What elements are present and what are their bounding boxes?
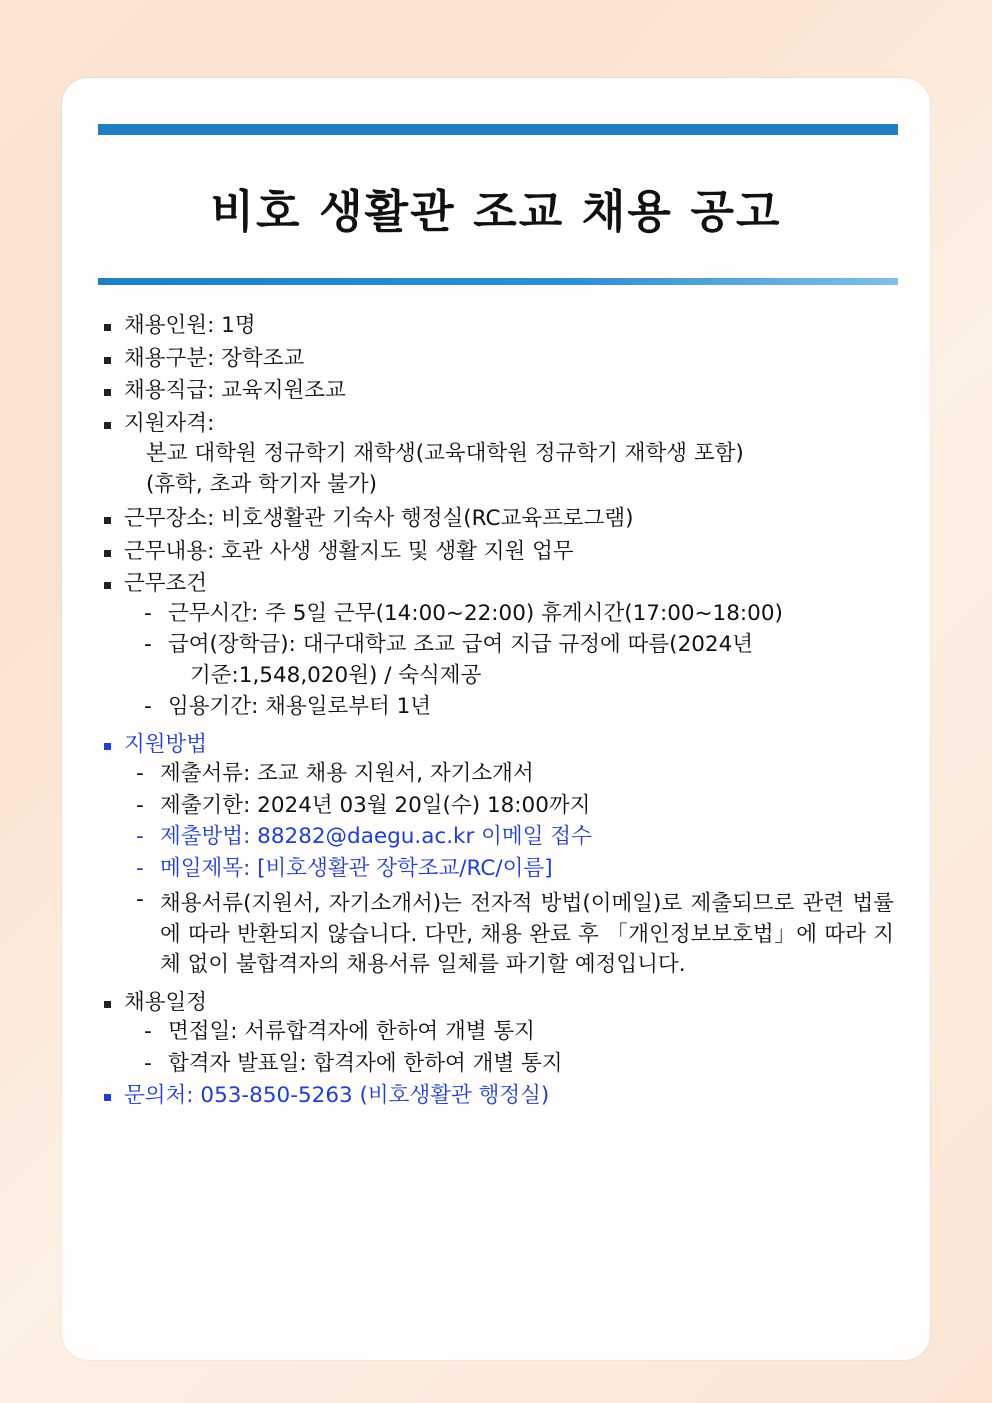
- square-bullet-icon: [104, 743, 111, 750]
- item-continuation: (휴학, 초과 학기자 불가): [146, 471, 378, 497]
- square-bullet-icon: [104, 324, 111, 331]
- square-bullet-icon: [104, 582, 111, 589]
- sub-item-text: 메일제목: [비호생활관 장학조교/RC/이름]: [160, 855, 553, 881]
- dash-bullet-icon: -: [136, 855, 144, 881]
- square-bullet-icon: [104, 389, 111, 396]
- sub-item-text: 근무시간: 주 5일 근무(14:00~22:00) 휴게시간(17:00~18:00): [168, 600, 783, 626]
- list-item-contact: [98, 1085, 894, 1107]
- sub-list-item: [124, 763, 894, 785]
- sub-item-text: 임용기간: 채용일로부터 1년: [168, 694, 432, 719]
- item-text: 채용직급: 교육지원조교: [124, 378, 346, 403]
- square-bullet-icon: [104, 1094, 111, 1101]
- item-text: 지원방법: [124, 731, 208, 757]
- sub-list-item: [124, 792, 894, 818]
- sub-item-text: 제출방법: 88282@daegu.ac.kr 이메일 접수: [160, 824, 592, 849]
- sub-list: [124, 1021, 894, 1074]
- list-item: [98, 508, 894, 530]
- dash-bullet-icon: -: [136, 824, 144, 849]
- bottom-divider: [98, 278, 898, 285]
- sub-item-text: 합격자 발표일: 합격자에 한하여 개별 통지: [168, 1050, 563, 1076]
- contact-text: 문의처: 053-850-5263 (비호생활관 행정실): [124, 1083, 550, 1109]
- poster-card: [62, 78, 930, 1360]
- item-text: 근무조건: [124, 571, 208, 596]
- square-bullet-icon: [104, 422, 111, 429]
- item-continuation: 본교 대학원 정규학기 재학생(교육대학원 정규학기 재학생 포함): [146, 441, 744, 466]
- list-item-application-method: [98, 731, 894, 981]
- sub-list: [124, 763, 894, 981]
- item-text: 근무내용: 호관 사생 생활지도 및 생활 지원 업무: [124, 538, 574, 564]
- page-title: 비호 생활관 조교 채용 공고: [210, 185, 782, 238]
- dash-bullet-icon: -: [144, 1019, 152, 1045]
- dash-bullet-icon: -: [136, 792, 144, 818]
- list-item: [98, 380, 894, 402]
- sub-list: [124, 600, 894, 719]
- square-bullet-icon: [104, 517, 111, 524]
- item-text: 채용구분: 장학조교: [124, 345, 305, 371]
- list-item: [98, 410, 894, 497]
- sub-item-text: 급여(장학금): 대구대학교 조교 급여 지급 규정에 따름(2024년: [168, 632, 754, 657]
- list-item: [98, 573, 894, 718]
- sub-list-item: [124, 696, 894, 718]
- sub-item-text: 제출서류: 조교 채용 지원서, 자기소개서: [160, 761, 534, 786]
- sub-list-item: [124, 600, 894, 626]
- announcement-body: [98, 285, 894, 1107]
- dash-bullet-icon: -: [144, 600, 152, 626]
- poster-inner: [98, 114, 894, 1330]
- square-bullet-icon: [104, 357, 111, 364]
- dash-bullet-icon: -: [144, 694, 152, 719]
- dash-bullet-icon: -: [144, 1050, 152, 1076]
- sub-list-item: [124, 634, 894, 686]
- sub-list-item-mail-subject: [124, 855, 894, 881]
- sub-list-item: [124, 1050, 894, 1076]
- list-item: [98, 315, 894, 337]
- announcement-list: [98, 315, 894, 1107]
- sub-list-item: [124, 1021, 894, 1043]
- sub-item-paragraph: 채용서류(지원서, 자기소개서)는 전자적 방법(이메일)로 제출되므로 관련 법률에 따라 반환되지 않습니다. 다만, 채용 완료 후 「개인정보보호법」에 따라 지체 없이 불합격자의 채용서류 일체를 파기할 예정입니다.: [160, 891, 894, 978]
- item-text: 채용일정: [124, 989, 208, 1015]
- dash-bullet-icon: -: [144, 632, 152, 657]
- square-bullet-icon: [104, 550, 111, 557]
- sub-list-item-submission: [124, 826, 894, 848]
- sub-item-text: 제출기한: 2024년 03월 20일(수) 18:00까지: [160, 792, 591, 818]
- list-item: [98, 345, 894, 371]
- sub-item-continuation: 기준:1,548,020원) / 숙식제공: [190, 662, 482, 688]
- item-text: 채용인원: 1명: [124, 313, 256, 338]
- square-bullet-icon: [104, 1001, 111, 1008]
- dash-bullet-icon: -: [136, 887, 144, 912]
- item-text: 근무장소: 비호생활관 기숙사 행정실(RC교육프로그램): [124, 506, 634, 531]
- sub-item-text: 면접일: 서류합격자에 한하여 개별 통지: [168, 1019, 535, 1045]
- list-item-schedule: [98, 989, 894, 1076]
- sub-list-item-notice: [124, 889, 894, 981]
- item-text: 지원자격:: [124, 410, 215, 436]
- dash-bullet-icon: -: [136, 761, 144, 786]
- top-divider: [98, 124, 898, 135]
- list-item: [98, 538, 894, 564]
